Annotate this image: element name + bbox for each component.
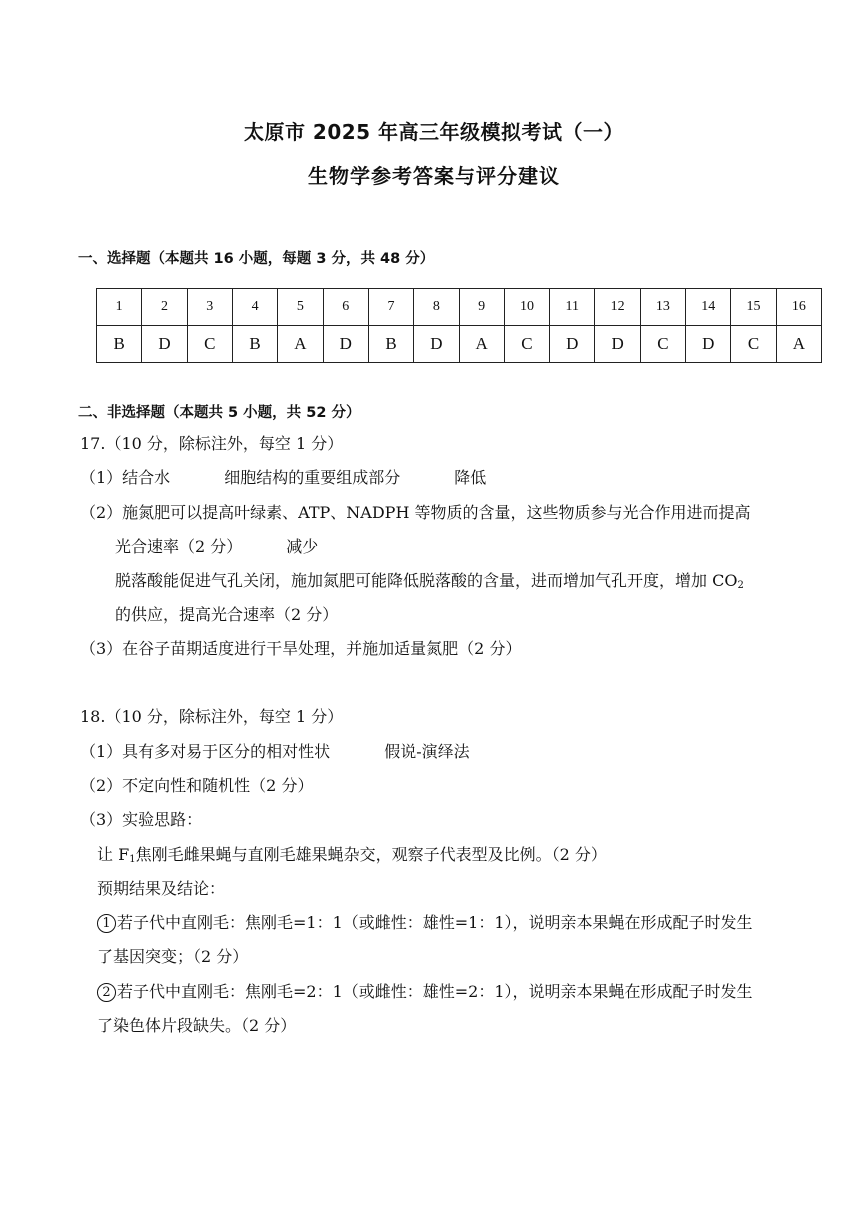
q17-part2-line3 bbox=[115, 571, 744, 596]
co2-subscript: 2 bbox=[737, 580, 744, 591]
question-number-row bbox=[97, 289, 822, 326]
question-number-cell: 11 bbox=[550, 289, 595, 326]
q17-part2-line3-text: 脱落酸能促进气孔关闭，施加氮肥可能降低脱落酸的含量，进而增加气孔开度，增加 CO bbox=[115, 571, 738, 590]
answer-letter-cell: D bbox=[414, 326, 459, 363]
q18-experiment-idea bbox=[97, 845, 607, 870]
q17-part1 bbox=[80, 468, 486, 488]
q18-part1-answer-b: 假说-演绎法 bbox=[384, 742, 470, 761]
answer-letter-cell: D bbox=[550, 326, 595, 363]
answer-letter-cell: C bbox=[504, 326, 549, 363]
question-number-cell: 13 bbox=[640, 289, 685, 326]
q18-result1-text: 若子代中直刚毛：焦刚毛=1：1（或雌性：雄性=1：1），说明亲本果蝇在形成配子时发生 bbox=[117, 913, 753, 932]
question-number-cell: 3 bbox=[187, 289, 232, 326]
answer-letter-cell: B bbox=[232, 326, 277, 363]
answer-letter-cell: B bbox=[368, 326, 413, 363]
q17-part1-answer-a: （1）结合水 bbox=[80, 468, 171, 487]
answer-letter-cell: C bbox=[731, 326, 776, 363]
q17-part2-answer-b: 减少 bbox=[286, 537, 319, 556]
answer-table bbox=[96, 288, 822, 363]
question-number-cell: 12 bbox=[595, 289, 640, 326]
answer-letter-cell: D bbox=[323, 326, 368, 363]
answer-letter-cell: C bbox=[187, 326, 232, 363]
question-number-cell: 8 bbox=[414, 289, 459, 326]
section2-heading: 二、非选择题（本题共 5 小题，共 52 分） bbox=[78, 405, 361, 421]
q18-result2-text: 若子代中直刚毛：焦刚毛=2：1（或雌性：雄性=2：1），说明亲本果蝇在形成配子时发生 bbox=[117, 982, 753, 1001]
q18-idea-text: 焦刚毛雌果蝇与直刚毛雄果蝇杂交，观察子代表型及比例。（2 分） bbox=[135, 845, 607, 864]
circled-one-marker: 1 bbox=[97, 914, 116, 933]
question-number-cell: 16 bbox=[776, 289, 821, 326]
q17-part1-answer-c: 降低 bbox=[454, 468, 487, 487]
q18-expected-heading: 预期结果及结论： bbox=[97, 879, 226, 898]
q18-result2-line1 bbox=[97, 982, 753, 1002]
answer-letter-row bbox=[97, 326, 822, 363]
q17-part2-line1: （2）施氮肥可以提高叶绿素、ATP、NADPH 等物质的含量，这些物质参与光合作用进而提高 bbox=[80, 503, 751, 522]
circled-two-marker: 2 bbox=[97, 983, 116, 1002]
question-number-cell: 2 bbox=[142, 289, 187, 326]
question-number-cell: 14 bbox=[686, 289, 731, 326]
q18-header: 18.（10 分，除标注外，每空 1 分） bbox=[80, 707, 344, 726]
question-number-cell: 1 bbox=[97, 289, 142, 326]
q18-part1 bbox=[80, 742, 470, 762]
answer-letter-cell: D bbox=[686, 326, 731, 363]
question-number-cell: 5 bbox=[278, 289, 323, 326]
question-number-cell: 4 bbox=[232, 289, 277, 326]
question-number-cell: 10 bbox=[504, 289, 549, 326]
page-subtitle: 生物学参考答案与评分建议 bbox=[308, 164, 560, 188]
answer-letter-cell: A bbox=[776, 326, 821, 363]
question-number-cell: 6 bbox=[323, 289, 368, 326]
question-number-cell: 15 bbox=[731, 289, 776, 326]
question-number-cell: 9 bbox=[459, 289, 504, 326]
question-number-cell: 7 bbox=[368, 289, 413, 326]
q17-part3: （3）在谷子苗期适度进行干旱处理，并施加适量氮肥（2 分） bbox=[80, 639, 522, 658]
q18-part3: （3）实验思路： bbox=[80, 810, 203, 829]
q17-part2-answer-a: 光合速率（2 分） bbox=[115, 537, 243, 556]
answer-letter-cell: B bbox=[97, 326, 142, 363]
q17-part1-answer-b: 细胞结构的重要组成部分 bbox=[224, 468, 401, 487]
q17-part2-line2 bbox=[115, 537, 318, 557]
q18-result2-line2: 了染色体片段缺失。（2 分） bbox=[97, 1016, 297, 1035]
answer-letter-cell: C bbox=[640, 326, 685, 363]
q18-result1-line2: 了基因突变；（2 分） bbox=[97, 947, 249, 966]
q18-part1-answer-a: （1）具有多对易于区分的相对性状 bbox=[80, 742, 331, 761]
answer-letter-cell: A bbox=[459, 326, 504, 363]
answer-letter-cell: D bbox=[595, 326, 640, 363]
q17-header: 17.（10 分，除标注外，每空 1 分） bbox=[80, 434, 344, 453]
section1-heading: 一、选择题（本题共 16 小题，每题 3 分，共 48 分） bbox=[78, 251, 435, 267]
q17-part2-line4: 的供应，提高光合速率（2 分） bbox=[115, 605, 339, 624]
answer-letter-cell: A bbox=[278, 326, 323, 363]
q18-part2: （2）不定向性和随机性（2 分） bbox=[80, 776, 314, 795]
q18-result1-line1 bbox=[97, 913, 753, 933]
q18-idea-prefix: 让 F bbox=[97, 845, 130, 864]
page-title: 太原市 2025 年高三年级模拟考试（一） bbox=[243, 120, 625, 144]
answer-letter-cell: D bbox=[142, 326, 187, 363]
f1-subscript: 1 bbox=[129, 854, 136, 865]
